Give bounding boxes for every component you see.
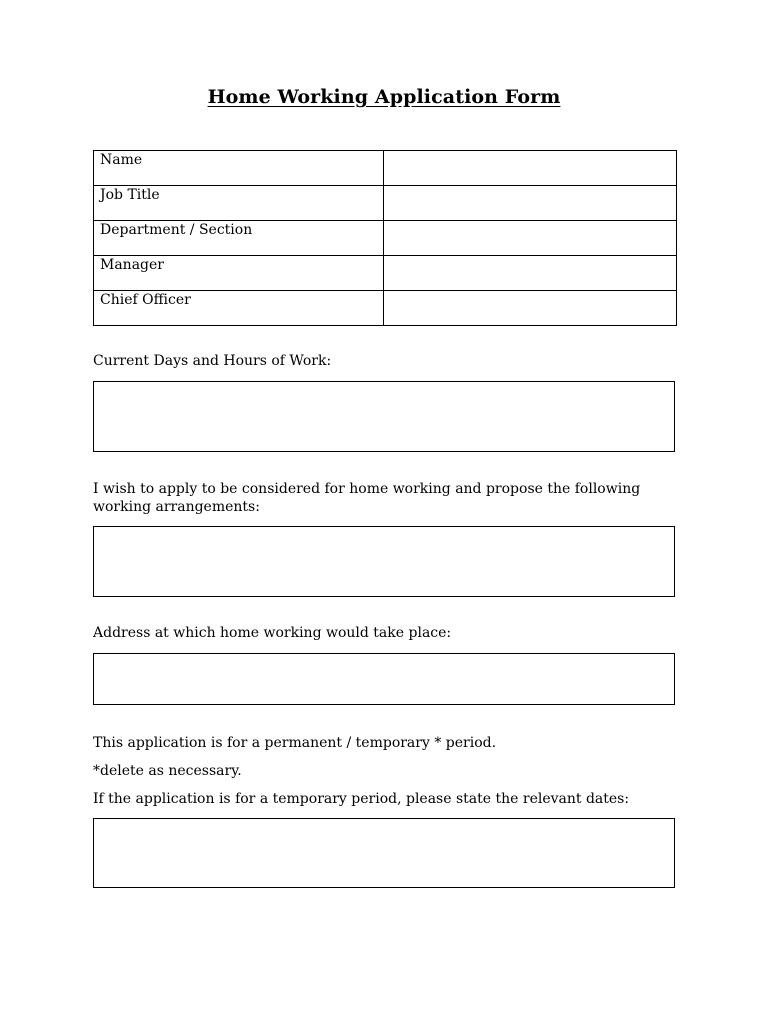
- job-title-label: Job Title: [94, 186, 384, 221]
- table-row: [94, 151, 677, 186]
- manager-field[interactable]: [384, 256, 677, 291]
- department-section-label: Department / Section: [94, 221, 384, 256]
- delete-note: *delete as necessary.: [93, 763, 242, 779]
- table-row: [94, 221, 677, 256]
- chief-officer-field[interactable]: [384, 291, 677, 326]
- dates-label: If the application is for a temporary period, please state the relevant dates:: [93, 791, 630, 807]
- job-title-field[interactable]: [384, 186, 677, 221]
- name-field[interactable]: [384, 151, 677, 186]
- current-hours-label: Current Days and Hours of Work:: [93, 353, 332, 369]
- table-row: [94, 291, 677, 326]
- proposal-label: I wish to apply to be considered for home working and propose the following working arrangements:: [93, 481, 641, 515]
- period-statement: This application is for a permanent / temporary * period.: [93, 735, 497, 751]
- current-hours-box[interactable]: [93, 381, 675, 452]
- temporary-dates-box[interactable]: [93, 818, 675, 888]
- name-label: Name: [94, 151, 384, 186]
- manager-label: Manager: [94, 256, 384, 291]
- home-address-box[interactable]: [93, 653, 675, 705]
- chief-officer-label: Chief Officer: [94, 291, 384, 326]
- proposed-arrangements-box[interactable]: [93, 526, 675, 597]
- department-section-field[interactable]: [384, 221, 677, 256]
- employee-details-table: [93, 150, 677, 326]
- table-row: [94, 186, 677, 221]
- form-title: Home Working Application Form: [207, 86, 561, 108]
- address-label: Address at which home working would take place:: [93, 625, 452, 641]
- table-row: [94, 256, 677, 291]
